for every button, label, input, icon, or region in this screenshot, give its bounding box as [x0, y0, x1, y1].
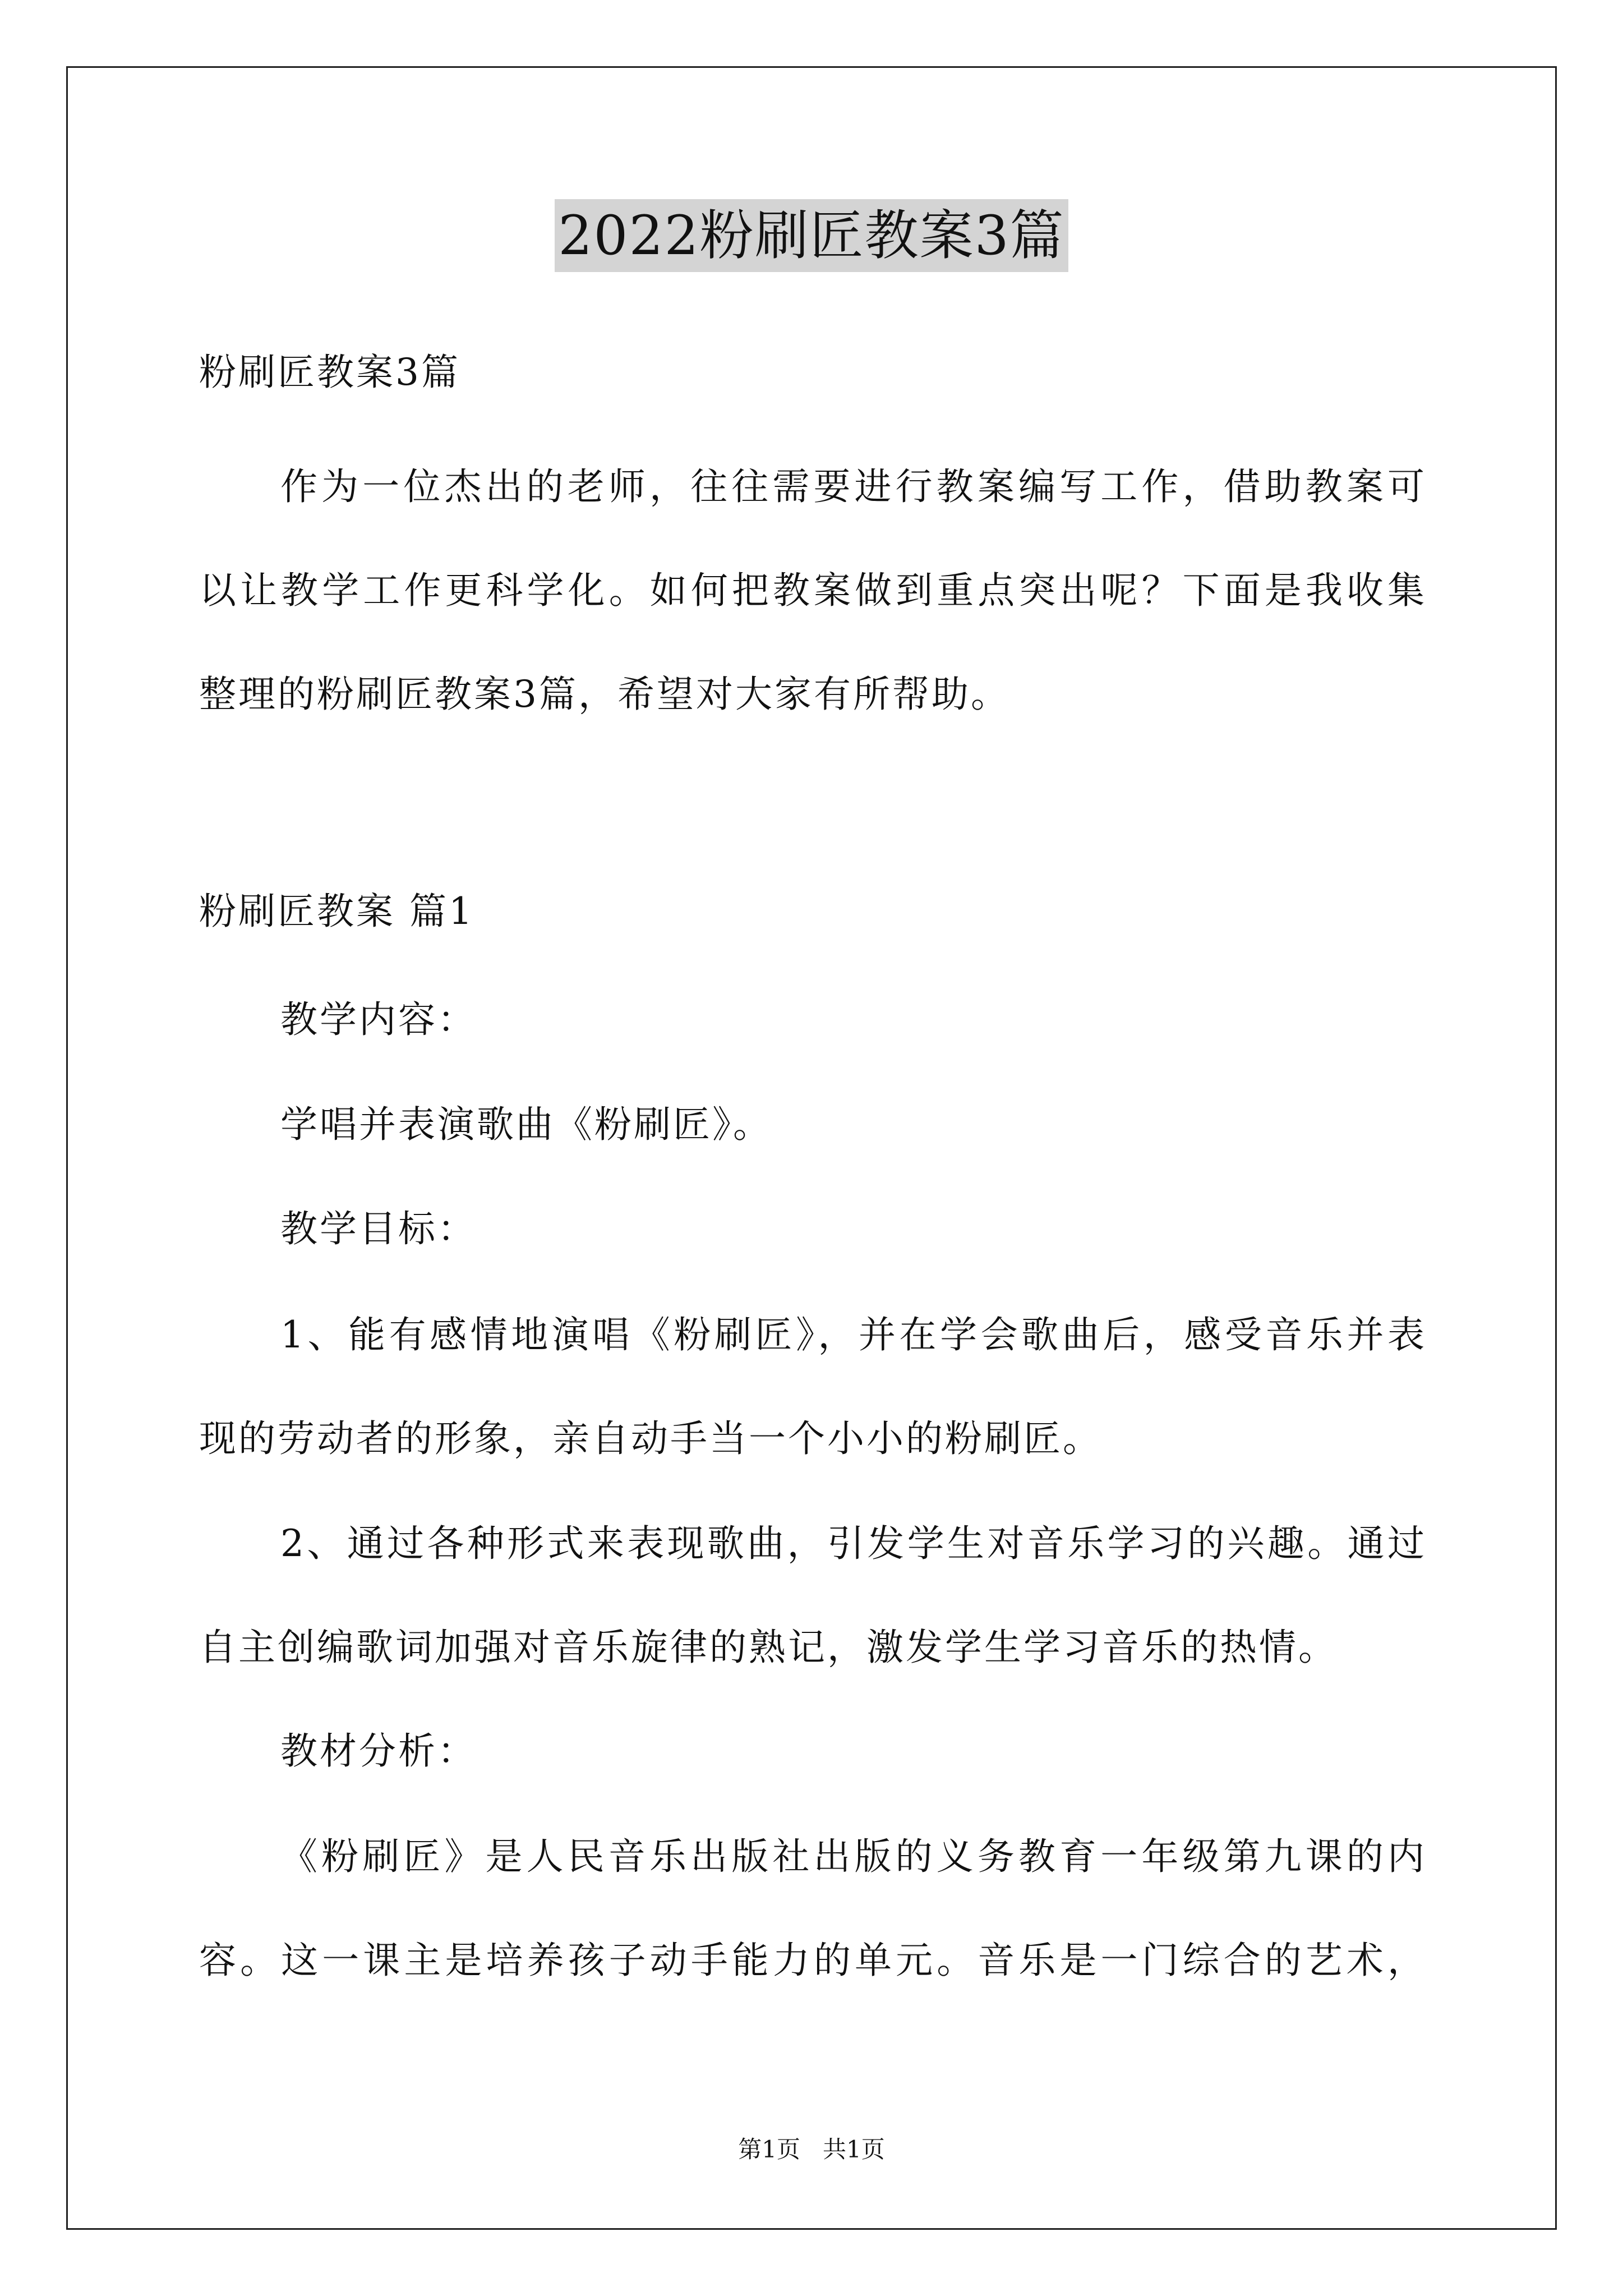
section-heading: 粉刷匠教案 篇1	[199, 890, 474, 933]
page-footer: 第1页 共1页	[738, 2136, 885, 2163]
title-area	[0, 199, 1623, 272]
intro-line-3: 整理的粉刷匠教案3篇，希望对大家有所帮助。	[199, 673, 1010, 716]
teaching-content-text: 学唱并表演歌曲《粉刷匠》。	[280, 1103, 772, 1146]
intro-line-1: 作为一位杰出的老师，往往需要进行教案编写工作，借助教案可	[280, 465, 1424, 508]
label-teaching-content: 教学内容：	[280, 998, 477, 1041]
goal-2-line-2: 自主创编歌词加强对音乐旋律的熟记，激发学生学习音乐的热情。	[199, 1626, 1338, 1669]
label-material-analysis: 教材分析：	[280, 1729, 477, 1773]
goal-1-line-2: 现的劳动者的形象，亲自动手当一个小小的粉刷匠。	[199, 1417, 1102, 1460]
document-title: 2022粉刷匠教案3篇	[555, 199, 1068, 272]
subtitle: 粉刷匠教案3篇	[199, 351, 460, 394]
analysis-line-1: 《粉刷匠》是人民音乐出版社出版的义务教育一年级第九课的内	[280, 1835, 1424, 1878]
goal-1-line-1: 1、能有感情地演唱《粉刷匠》，并在学会歌曲后，感受音乐并表	[280, 1313, 1424, 1356]
label-teaching-goals: 教学目标：	[280, 1207, 477, 1250]
analysis-line-2: 容。这一课主是培养孩子动手能力的单元。音乐是一门综合的艺术，	[199, 1939, 1424, 1982]
goal-2-line-1: 2、通过各种形式来表现歌曲，引发学生对音乐学习的兴趣。通过	[280, 1522, 1424, 1565]
intro-line-2: 以让教学工作更科学化。如何把教案做到重点突出呢？下面是我收集	[199, 569, 1424, 612]
